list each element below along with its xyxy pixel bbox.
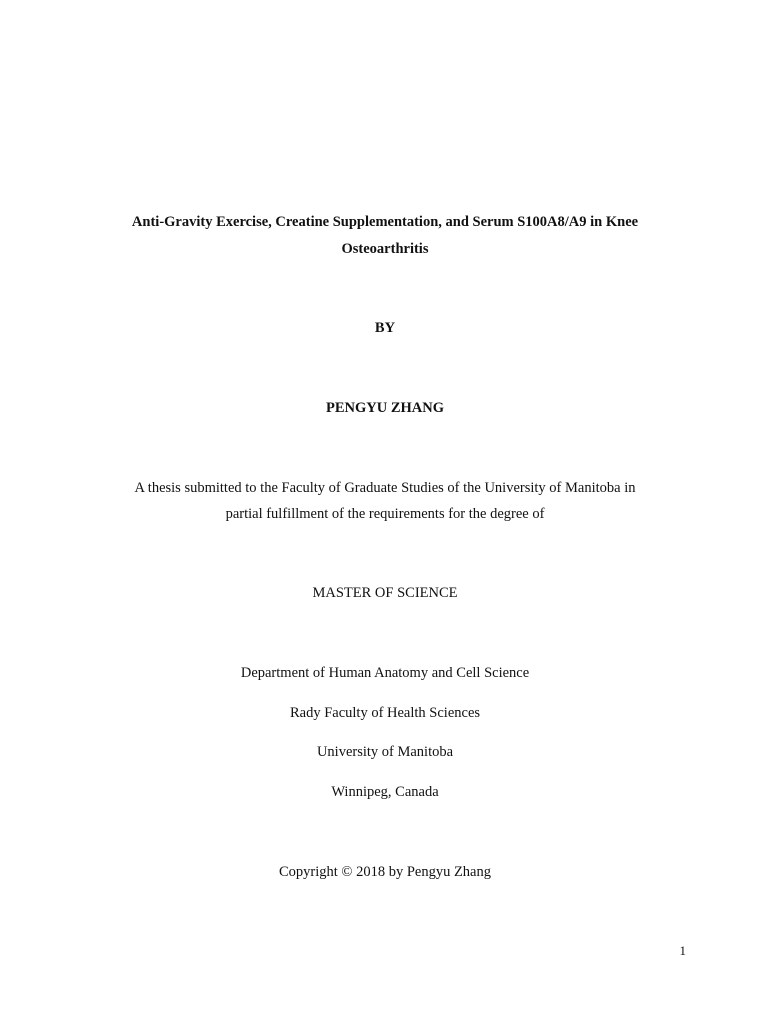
submission-statement-line-1: A thesis submitted to the Faculty of Graduate Studies of the University of Manitoba in <box>134 480 636 496</box>
faculty-name: Rady Faculty of Health Sciences <box>289 705 481 721</box>
submission-statement-line-2: partial fulfillment of the requirements for the degree of <box>225 506 545 522</box>
author-name: PENGYU ZHANG <box>325 400 445 416</box>
by-label: BY <box>374 320 396 336</box>
university-name: University of Manitoba <box>316 744 454 760</box>
page-number: 1 <box>679 943 686 958</box>
degree-name: MASTER OF SCIENCE <box>312 585 458 601</box>
copyright-notice: Copyright © 2018 by Pengyu Zhang <box>279 864 491 880</box>
location: Winnipeg, Canada <box>331 784 439 800</box>
thesis-title-line-2: Osteoarthritis <box>341 241 429 257</box>
thesis-title-line-1: Anti-Gravity Exercise, Creatine Supplementation, and Serum S100A8/A9 in Knee <box>131 214 639 230</box>
department-name: Department of Human Anatomy and Cell Science <box>240 665 530 681</box>
